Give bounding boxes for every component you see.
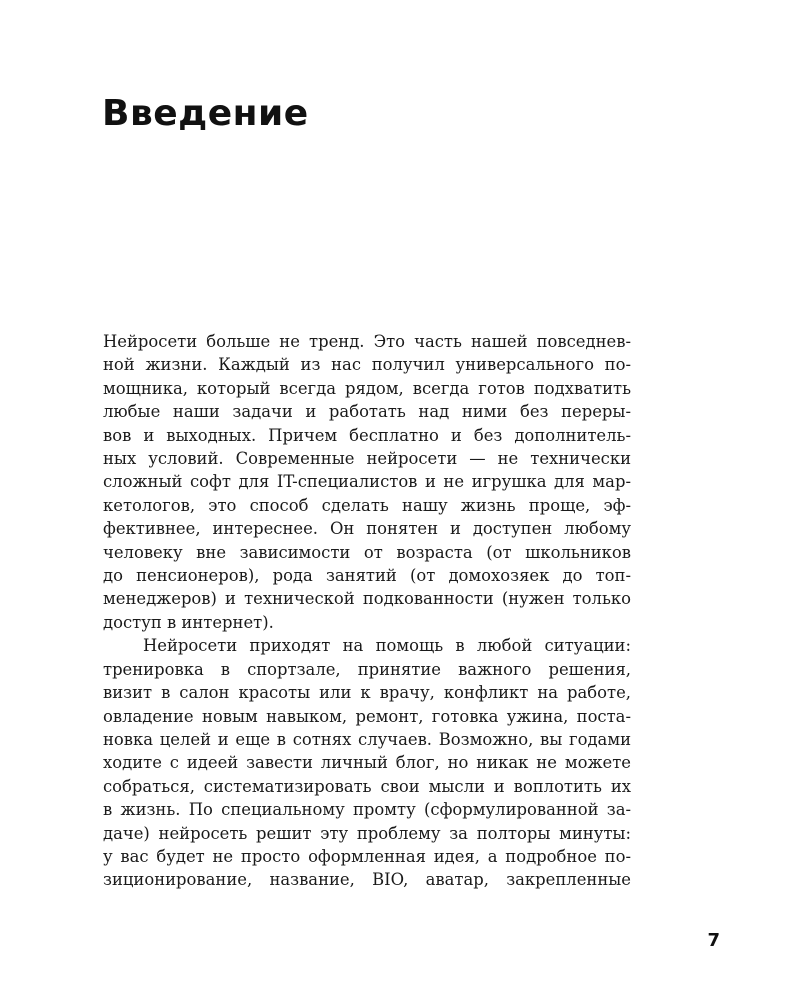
text-line: вов и выходных. Причем бесплатно и без дополнитель- <box>103 425 631 445</box>
paragraph-1 <box>103 330 631 634</box>
text-line: Нейросети приходят на помощь в любой ситуации: <box>143 636 631 656</box>
text-line: человеку вне зависимости от возраста (от школьников <box>103 542 631 562</box>
text-line: до пенсионеров), рода занятий (от домохозяек до топ- <box>103 566 631 586</box>
text-line: менеджеров) и технической подкованности (нужен только <box>103 589 631 609</box>
text-line: визит в салон красоты или к врачу, конфликт на работе, <box>103 683 631 703</box>
text-line: ходите с идеей завести личный блог, но никак не можете <box>103 753 631 773</box>
text-line: тренировка в спортзале, принятие важного решения, <box>103 659 631 679</box>
text-line: в жизнь. По специальному промту (сформулированной за- <box>103 800 631 820</box>
text-line: доступ в интернет). <box>103 612 274 632</box>
text-line: ной жизни. Каждый из нас получил универсального по- <box>103 355 631 375</box>
text-line: ных условий. Современные нейросети — не технически <box>103 449 631 469</box>
text-line: овладение новым навыком, ремонт, готовка ужина, поста- <box>103 706 631 726</box>
text-line: даче) нейросеть решит эту проблему за полторы минуты: <box>103 823 631 843</box>
chapter-title: Введение <box>102 93 309 134</box>
page-number: 7 <box>707 930 720 951</box>
text-line: сложный софт для IT-специалистов и не игрушка для мар- <box>103 472 631 492</box>
text-line: новка целей и еще в сотнях случаев. Возможно, вы годами <box>103 729 631 749</box>
text-line: у вас будет не просто оформленная идея, а подробное по- <box>103 846 631 866</box>
text-line: фективнее, интереснее. Он понятен и доступен любому <box>103 519 631 539</box>
body-text <box>103 330 631 892</box>
paragraph-2 <box>103 634 631 891</box>
text-line: мощника, который всегда рядом, всегда готов подхватить <box>103 378 631 398</box>
text-line: кетологов, это способ сделать нашу жизнь проще, эф- <box>103 495 631 515</box>
text-line: зиционирование, название, BIO, аватар, закрепленные <box>103 870 631 890</box>
text-line: любые наши задачи и работать над ними без переры- <box>103 402 631 422</box>
text-line: собраться, систематизировать свои мысли и воплотить их <box>103 776 631 796</box>
text-line: Нейросети больше не тренд. Это часть нашей повседнев- <box>103 332 631 351</box>
